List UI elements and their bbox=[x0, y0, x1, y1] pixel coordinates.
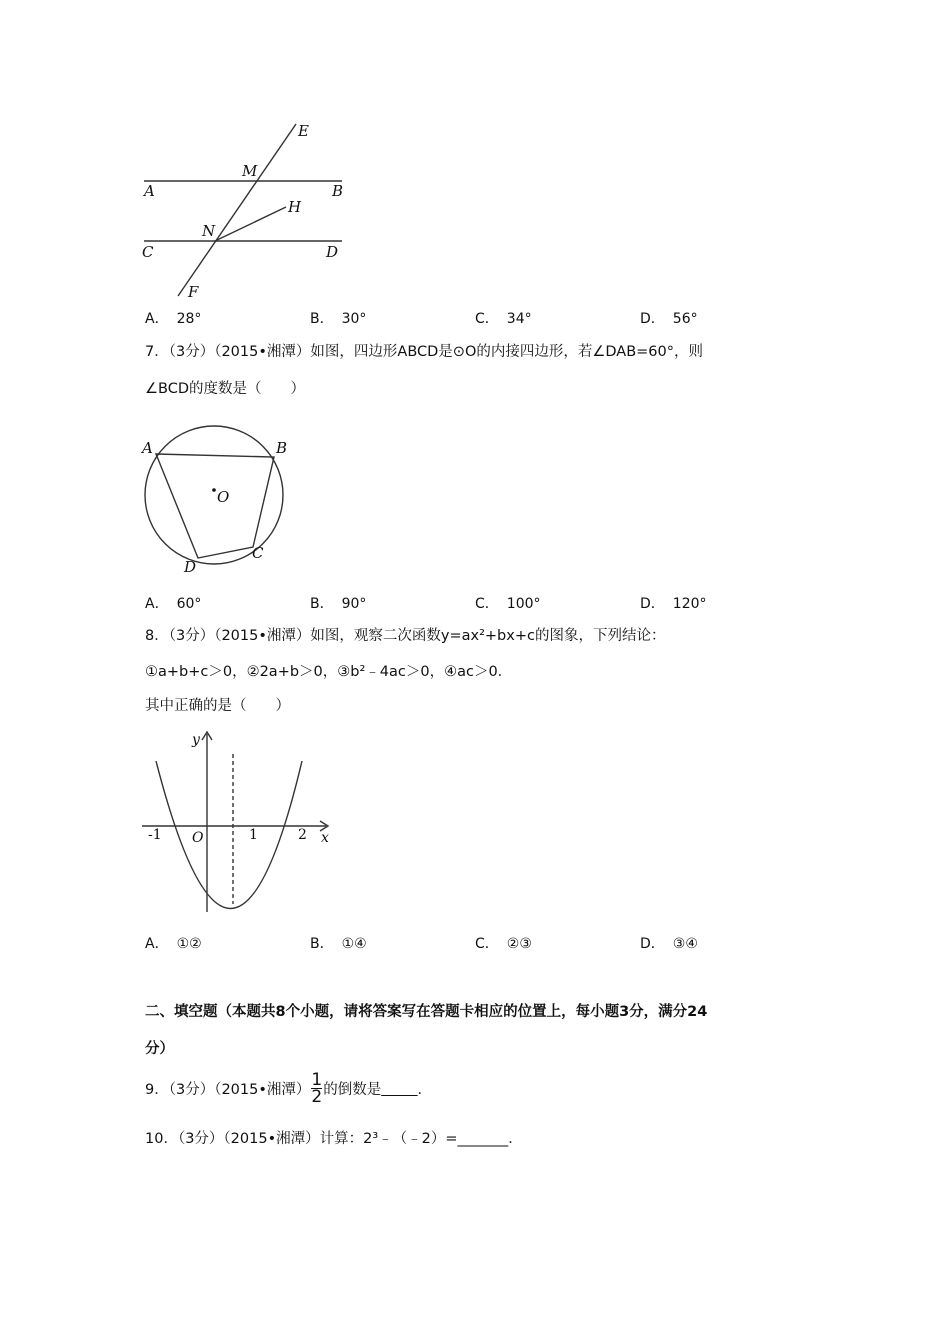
q8-option-d[interactable]: D． ③④ bbox=[640, 936, 698, 952]
q7-inscribed-quadrilateral-figure bbox=[138, 412, 298, 578]
q9-answer-blank[interactable]: _____ bbox=[381, 1080, 418, 1097]
label-o: O bbox=[192, 830, 204, 846]
label-a: A bbox=[142, 439, 153, 457]
q8-question-line2: ①a+b+c＞0，②2a+b＞0，③b²﹣4ac＞0，④ac＞0． bbox=[145, 664, 513, 680]
parabola-curve bbox=[156, 761, 302, 909]
label-m: M bbox=[242, 162, 258, 180]
label-a: A bbox=[144, 182, 155, 200]
q7-option-d[interactable]: D． 120° bbox=[640, 596, 707, 612]
q8-question-line1: 8．（3分）（2015•湘潭）如图，观察二次函数y=ax²+bx+c的图象，下列结论： bbox=[145, 628, 666, 644]
label-b: B bbox=[332, 182, 344, 200]
q8-option-a[interactable]: A． ①② bbox=[145, 936, 202, 952]
q7-option-c[interactable]: C． 100° bbox=[475, 596, 541, 612]
q9-suffix: 的倒数是 bbox=[323, 1082, 382, 1098]
label-c: C bbox=[142, 243, 154, 261]
q6-option-d[interactable]: D． 56° bbox=[640, 311, 698, 327]
q6-option-b[interactable]: B． 30° bbox=[310, 311, 367, 327]
ray-nh bbox=[215, 207, 286, 241]
quadrilateral-abcd bbox=[156, 454, 274, 558]
label-c: C bbox=[252, 544, 264, 562]
q9-denominator: 2 bbox=[311, 1087, 323, 1107]
label-d: D bbox=[184, 558, 197, 576]
q7-option-a[interactable]: A． 60° bbox=[145, 596, 202, 612]
tick-label-neg1: -1 bbox=[148, 827, 162, 843]
q8-option-b[interactable]: B． ①④ bbox=[310, 936, 367, 952]
q9-prefix: 9．（3分）（2015•湘潭） bbox=[145, 1082, 311, 1098]
q9-question bbox=[145, 1072, 432, 1105]
label-n: N bbox=[202, 222, 216, 240]
q9-fraction bbox=[311, 1072, 322, 1105]
center-o-dot bbox=[212, 488, 216, 492]
tick-label-1: 1 bbox=[249, 827, 258, 843]
label-b: B bbox=[276, 439, 288, 457]
label-e: E bbox=[298, 122, 309, 140]
q7-question-line1: 7．（3分）（2015•湘潭）如图，四边形ABCD是⊙O的内接四边形，若∠DAB=60°，则 bbox=[145, 344, 703, 360]
label-y: y bbox=[192, 732, 200, 748]
section2-heading-line1: 二、填空题（本题共8个小题，请将答案写在答题卡相应的位置上，每小题3分，满分24 bbox=[145, 1004, 708, 1020]
label-d: D bbox=[326, 243, 339, 261]
q8-parabola-figure bbox=[138, 726, 338, 918]
q7-question-line2: ∠BCD的度数是（ ） bbox=[145, 381, 305, 397]
q7-option-b[interactable]: B． 90° bbox=[310, 596, 367, 612]
q9-end: ． bbox=[417, 1082, 432, 1098]
label-h: H bbox=[288, 198, 302, 216]
q10-answer-blank[interactable]: _______ bbox=[457, 1131, 509, 1147]
label-x: x bbox=[321, 830, 329, 846]
label-f: F bbox=[188, 283, 199, 300]
q8-option-c[interactable]: C． ②③ bbox=[475, 936, 532, 952]
tick-label-2: 2 bbox=[298, 827, 307, 843]
section2-heading-line2: 分） bbox=[145, 1041, 174, 1057]
q6-option-c[interactable]: C． 34° bbox=[475, 311, 532, 327]
q6-parallel-lines-figure bbox=[138, 118, 358, 300]
q10-end: ． bbox=[508, 1131, 523, 1147]
q10-question bbox=[145, 1127, 523, 1148]
q6-option-a[interactable]: A． 28° bbox=[145, 311, 202, 327]
q8-question-line3: 其中正确的是（ ） bbox=[145, 698, 290, 714]
q10-text: 10．（3分）（2015•湘潭）计算：2³﹣（﹣2）= bbox=[145, 1131, 458, 1147]
q9-numerator: 1 bbox=[311, 1070, 323, 1090]
label-o: O bbox=[217, 488, 230, 506]
